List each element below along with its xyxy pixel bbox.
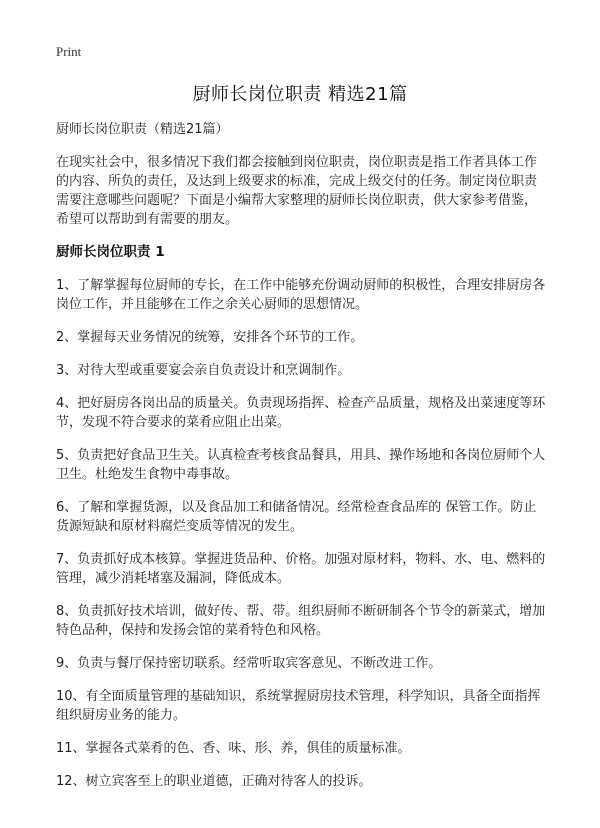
page-title: 厨师长岗位职责 精选21篇 (192, 84, 408, 105)
print-link[interactable]: Print (56, 44, 82, 59)
section-heading: 厨师长岗位职责 1 (56, 244, 165, 260)
duty-item: 10、有全面质量管理的基础知识，系统掌握厨房技术管理，科学知识，具备全面指挥组织厨房业务的能力。 (56, 689, 541, 723)
duty-item: 8、负责抓好技术培训，做好传、帮、带。组织厨师不断研制各个节令的新菜式，增加特色品种，保持和发扬会馆的菜肴特色和风格。 (56, 604, 546, 638)
duty-item: 3、对待大型或重要宴会亲自负责设计和烹调制作。 (56, 363, 351, 378)
duty-item: 1、了解掌握每位厨师的专长，在工作中能够充份调动厨师的积极性，合理安排厨房各岗位工作，并且能够在工作之余关心厨师的思想情况。 (56, 278, 546, 312)
duty-item: 5、负责把好食品卫生关。认真检查考核食品餐具，用具、操作场地和各岗位厨师个人卫生。杜绝发生食物中毒事故。 (56, 448, 546, 482)
document-subtitle: 厨师长岗位职责（精选21篇） (56, 122, 229, 137)
document-body (56, 120, 548, 805)
duty-item: 6、了解和掌握货源，以及食品加工和储备情况。经常检查食品库的 保管工作。防止货源短缺和原材料腐烂变质等情况的发生。 (56, 500, 537, 534)
duty-item: 2、掌握每天业务情况的统筹，安排各个环节的工作。 (56, 330, 364, 345)
duty-item: 12、树立宾客至上的职业道德，正确对待客人的投诉。 (56, 774, 372, 789)
duty-item: 9、负责与餐厅保持密切联系。经常听取宾客意见、不断改进工作。 (56, 656, 442, 671)
duty-item: 4、把好厨房各岗出品的质量关。负责现场指挥、检查产品质量，规格及出菜速度等环节，发现不符合要求的菜肴应阻止出菜。 (56, 396, 546, 430)
intro-paragraph: 在现实社会中，很多情况下我们都会接触到岗位职责，岗位职责是指工作者具体工作的内容、所负的责任，及达到上级要求的标准，完成上级交付的任务。制定岗位职责需要注意哪些问题呢？下面是小编帮大家整理的厨师长岗位职责，供大家参考借鉴，希望可以帮助到有需要的朋友。 (56, 155, 538, 227)
duty-item: 11、掌握各式菜肴的色、香、味、形、养，俱佳的质量标准。 (56, 741, 411, 756)
duty-item: 7、负责抓好成本核算。掌握进货品种、价格。加强对原材料，物料、水、电、燃料的管理，减少消耗堵塞及漏洞，降低成本。 (56, 552, 546, 586)
